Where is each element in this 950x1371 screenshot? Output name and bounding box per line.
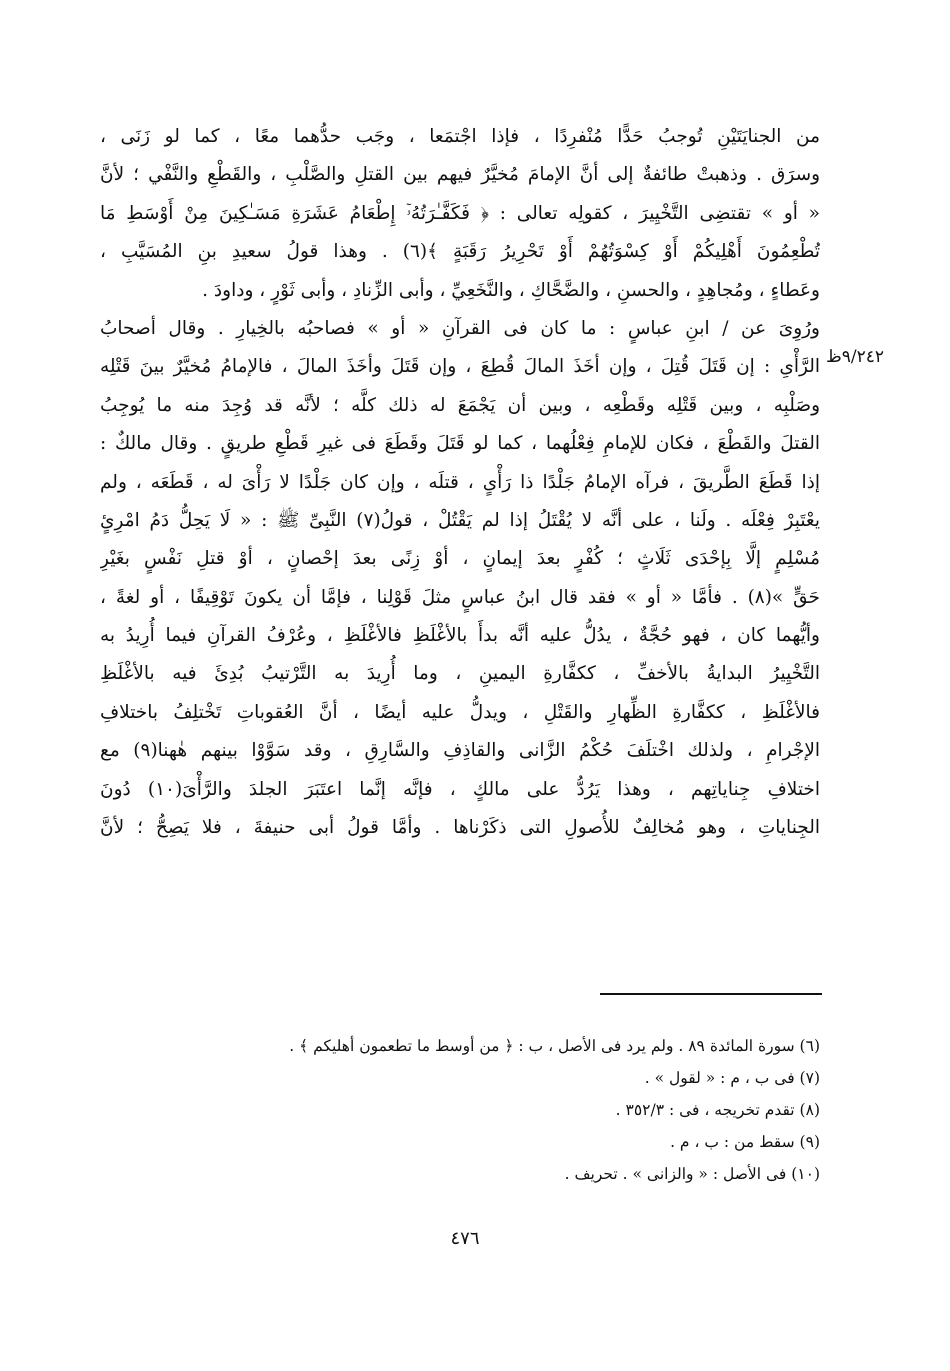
text-line: وأيُّهما كان ، فهو حُجَّةٌ ، يدُلُّ عليه أنَّه بدأَ بالأغْلَظِ فالأغْلَظِ ، وعُرْفُ القرآنِ فيما أُرِيدُ به [100,625,820,647]
text-line: فالأغْلَظِ ، ككفَّارةِ الظِّهارِ والقَتْلِ ، ويدلُّ عليه أيضًا ، أنَّ العُقوباتِ تَخْتلِفُ باختلافِ [100,701,820,723]
footnote: (٨) تقدم تخريجه ، فى : ٣٥٢/٣ . [615,1101,820,1119]
margin-folio-note: ٩/٢٤٢ظ [826,347,884,367]
text-line: الرَّأْىِ : إن قَتَلَ قُتِلَ ، وإن أخَذَ المالَ قُطِعَ ، وإن قَتَلَ وأخَذَ المالَ ، فالإمامُ مُخيَّرٌ بينَ قَتْلِه [100,356,820,378]
text-line: وعَطاءٍ ، ومُجاهِدٍ ، والحسنِ ، والضَّحَّاكِ ، والنَّخَعِيِّ ، وأبى الزِّنادِ ، وأبى ثَوْرٍ ، وداودَ . [202,279,820,301]
text-line: يعْتَبِرْ فِعْلَه . ولَنا ، على أنَّه لا يُقْتَلُ إذا لم يَقْتُلْ ، قولُ(٧) النَّبِىِّ ﷺ : « لَا يَحِلُّ دَمُ امْرِئٍ [100,509,820,531]
text-line: الإجْرامِ ، ولذلك اخْتلَفَ حُكْمُ الزَّانى والقاذِفِ والسَّارِقِ ، وقد سَوَّوْا بينهم هٰهنا(٩) مع [100,740,820,762]
footnotes [230,1030,820,1190]
text-line: اختلافِ جِناياتِهم ، وهذا يَرُدُّ على مالكٍ ، فإنَّه إنَّما اعتَبَرَ الجلدَ والرَّأْىَ(١٠) دُونَ [100,778,820,800]
footnote: (٧) فى ب ، م : « لقول » . [644,1069,820,1087]
text-line: إذا قَطَعَ الطَّريقَ ، فرآه الإمامُ جَلْدًا ذا رَأْىٍ ، قتلَه ، وإن كان جَلْدًا لا رَأْىَ له ، قَطَعَه ، ولم [100,471,820,493]
page-number: ٤٧٦ [450,1228,480,1249]
text-line: مُسْلِمٍ إلَّا بِإحْدَى ثَلَاثٍ ؛ كُفْرٍ بعدَ إيمانٍ ، أوْ زِنًى بعدَ إحْصانٍ ، أوْ قتلِ نَفْسٍ بغَيْرِ [100,548,820,570]
footnote: (١٠) فى الأصل : « والزانى » . تحريف . [564,1165,820,1183]
footnote: (٦) سورة المائدة ٨٩ . ولم يرد فى الأصل ، ب : ﴿ من أوسط ما تطعمون أهليكم ﴾ . [289,1037,820,1055]
main-text [100,118,820,847]
text-line: ورُوِىَ عن / ابنِ عباسٍ : ما كان فى القرآنِ « أو » فصاحبُه بالخِيارِ . وقال أصحابُ [100,317,820,339]
text-line: القتلَ والقَطْعَ ، فكان للإمامِ فِعْلُهما ، كما لو قَتَلَ وقَطَعَ فى غيرِ قَطْعِ طريقٍ . وقال مالكٌ : [100,433,820,455]
text-line: تُطْعِمُونَ أَهْلِيكُمْ أَوْ كِسْوَتُهُمْ أَوْ تَحْرِيرُ رَقَبَةٍ ﴾(٦) . وهذا قولُ سعيدِ بنِ المُسَيَّبِ ، [100,241,820,263]
footnote: (٩) سقط من : ب ، م . [670,1133,820,1151]
text-line: التَّخْيِيرُ البدايةُ بالأخفِّ ، ككفَّارةِ اليمينِ ، وما أُرِيدَ به التَّرْتيبُ بُدِئَ فيه بالأغْلَظِ [100,663,820,685]
text-line: وسرَق . وذهبتْ طائفةٌ إلى أنَّ الإمامَ مُخيَّرٌ فيهم بين القتلِ والصَّلْبِ ، والقَطْعِ والنَّفْي ؛ لأنَّ [100,164,820,186]
text-line: الجِناياتِ ، وهو مُخالِفٌ للأُصولِ التى ذكَرْناها . وأمَّا قولُ أبى حنيفةَ ، فلا يَصِحُّ ؛ لأنَّ [100,817,820,839]
text-line: حَقٍّ »(٨) . فأمَّا « أو » فقد قال ابنُ عباسٍ مثلَ قَوْلِنا ، فإمَّا أن يكونَ تَوْقِيفًا ، أو لغةً ، [100,586,820,608]
footnote-divider [600,993,822,995]
text-line: « أو » تقتضِى التَّخْيِيرَ ، كقولِه تعالى : ﴿ فَكَفَّـٰرَتُهُۥٓ إِطْعَامُ عَشَرَةِ مَسَـٰكِينَ مِنْ أَوْسَطِ مَا [100,202,820,224]
text-line: من الجنايَتَيْنِ تُوجبُ حَدًّا مُنْفرِدًا ، فإذا اجْتمَعا ، وجَب حدُّهما معًا ، كما لو زَنَى ، [100,126,820,147]
text-line: وصَلْبِه ، وبين قَتْلِه وقَطْعِه ، وبين أن يَجْمَعَ له ذلك كلَّه ؛ لأنَّه قد وُجِدَ منه ما يُوجِبُ [100,394,820,416]
